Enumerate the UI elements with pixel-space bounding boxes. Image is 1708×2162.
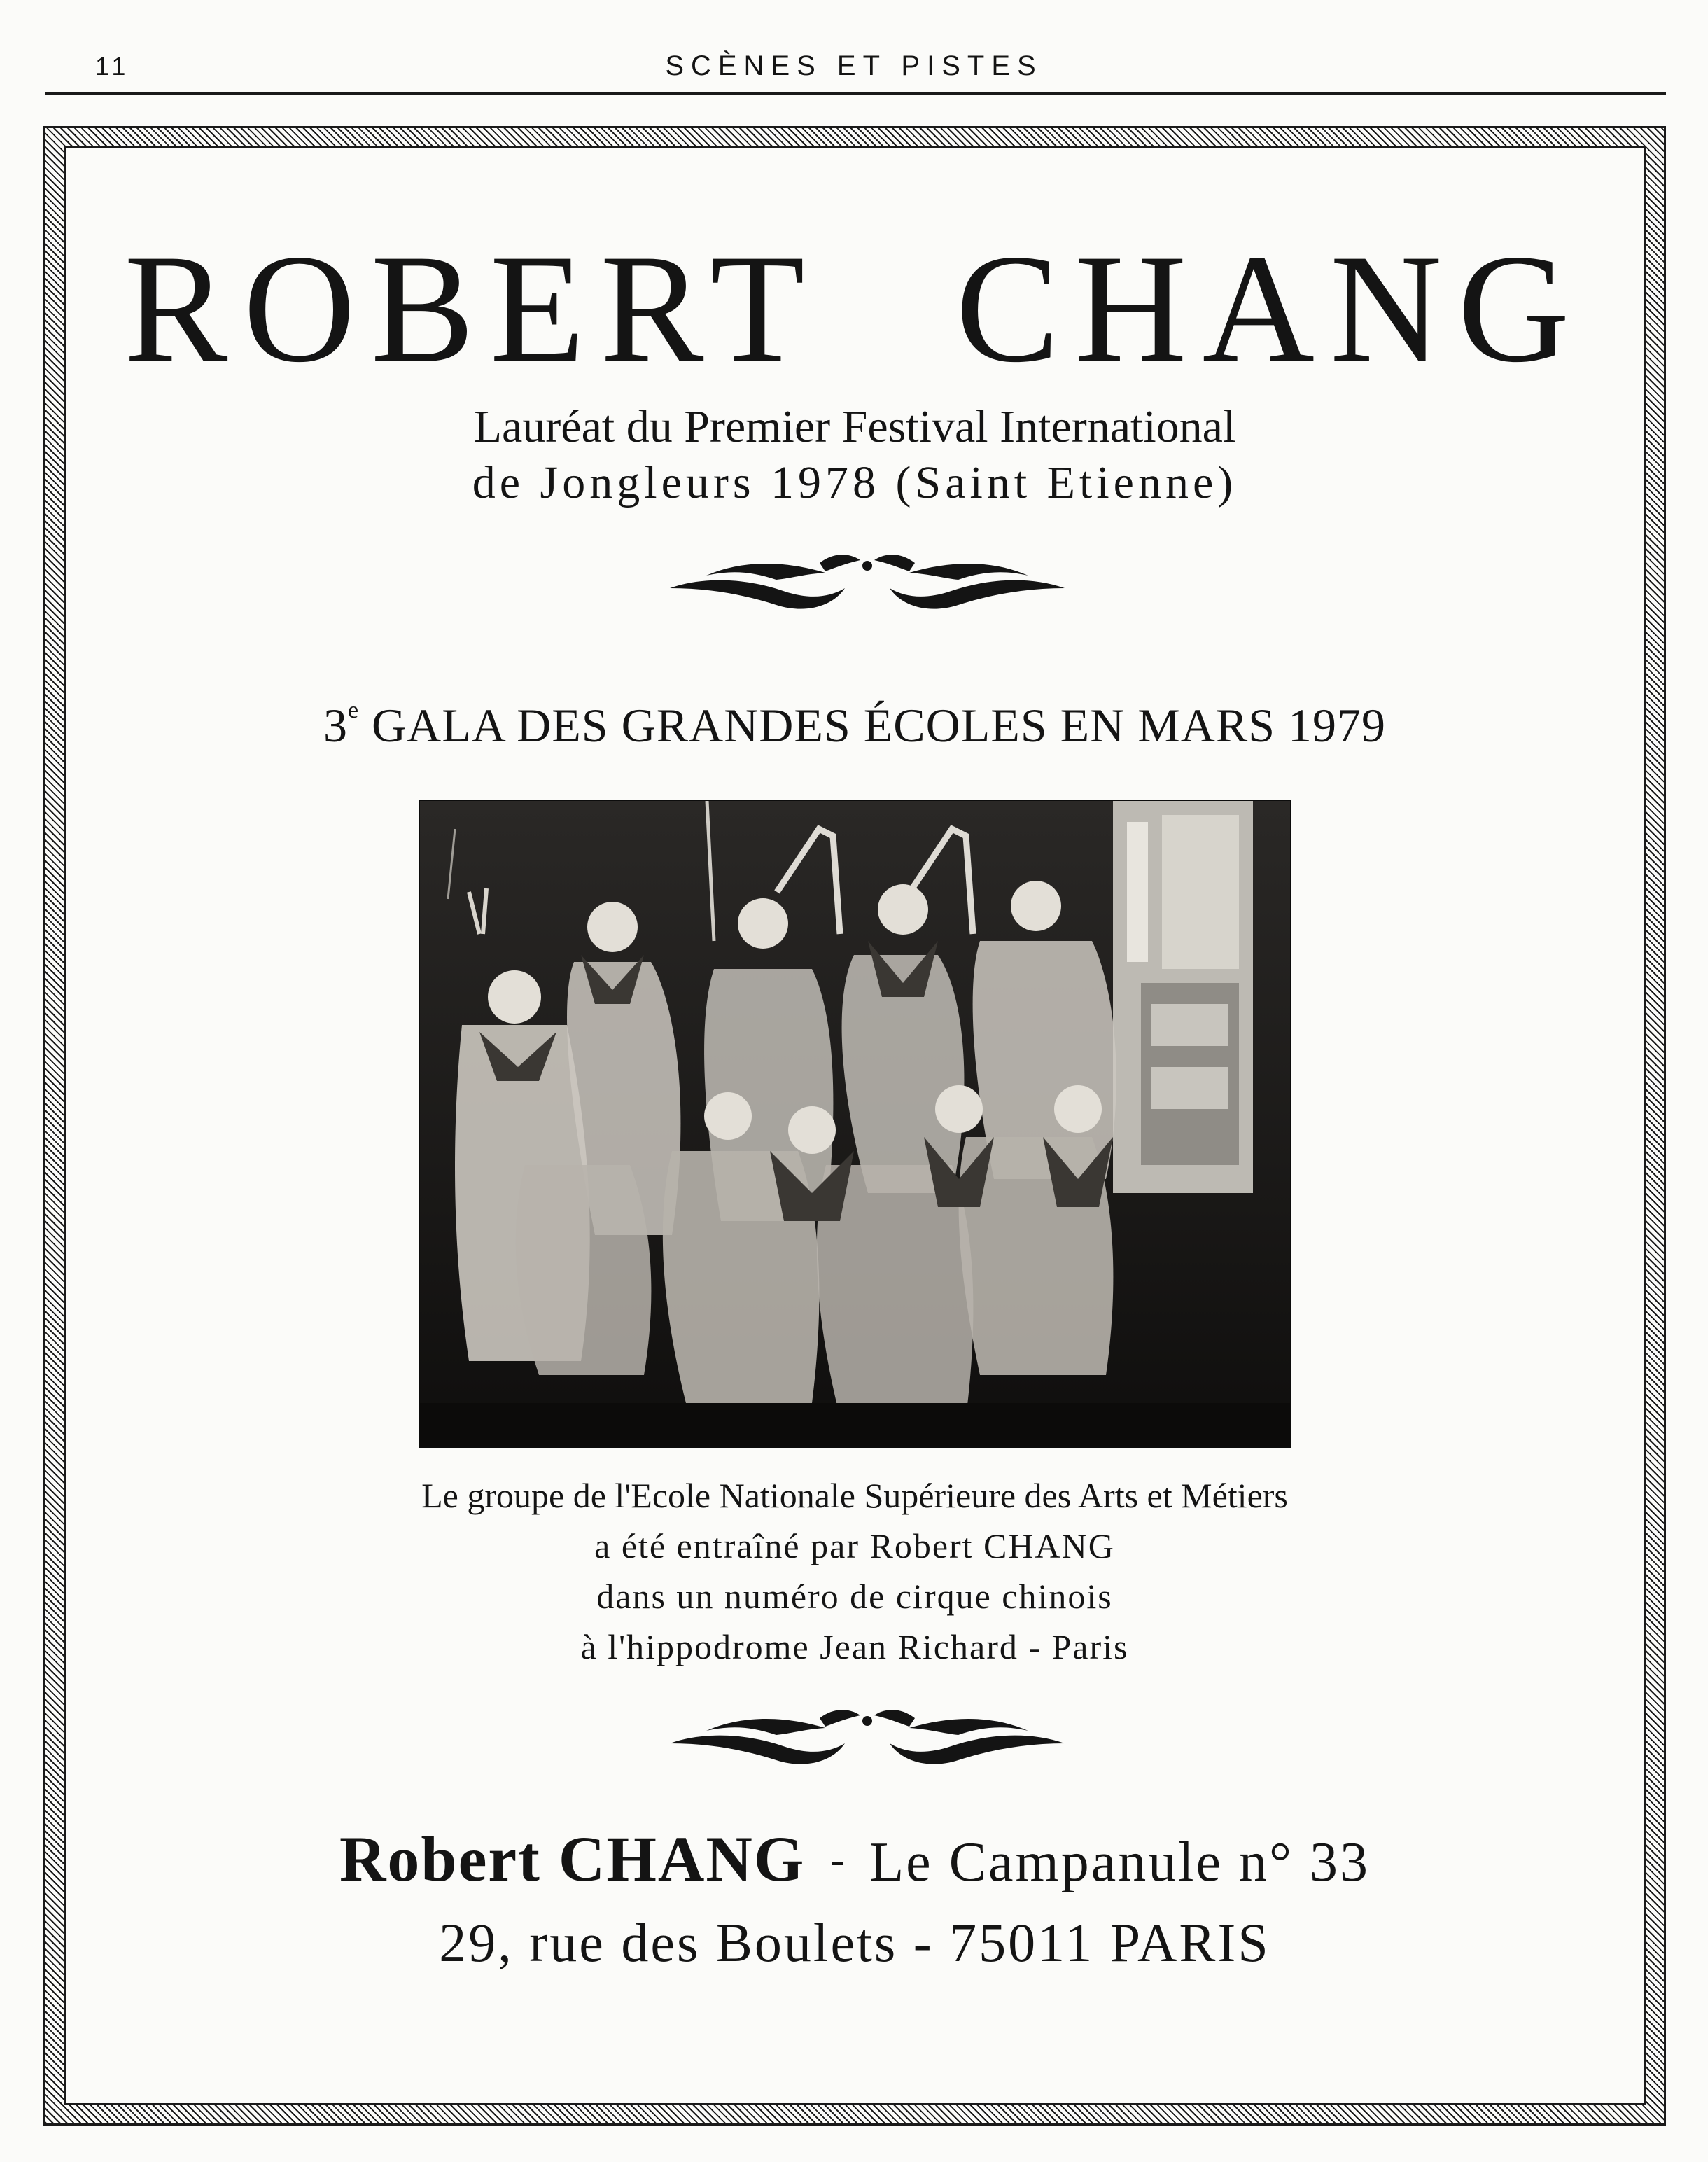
gala-text: GALA DES GRANDES ÉCOLES EN MARS 1979 [372,699,1387,752]
caption-line-1: Le groupe de l'Ecole Nationale Supérieure des Arts et Métiers [421,1476,1288,1515]
contact-venue: Le Campanule n° 33 [869,1832,1371,1893]
contact-name: Robert CHANG [339,1823,806,1895]
ornament-flourish-icon [664,1703,1070,1773]
gala-number: 3 [323,699,348,752]
advertisement-body [64,146,1646,2105]
name-title: ROBERT CHANG [124,223,1586,395]
advertisement-frame [43,126,1666,2126]
caption-line-3: dans un numéro de cirque chinois [596,1577,1113,1616]
group-photo [419,800,1292,1448]
group-photo-image [420,801,1290,1446]
contact-separator: - [830,1836,845,1883]
caption-line-4: à l'hippodrome Jean Richard - Paris [580,1627,1129,1666]
gala-superscript: e [347,697,360,724]
contact-address: 29, rue des Boulets - 75011 PARIS [439,1912,1270,1973]
header-rule [45,92,1666,95]
page-number: 11 [95,52,130,81]
running-title: SCÈNES ET PISTES [665,50,1043,81]
ornament-flourish-icon [664,548,1070,618]
laureate-line-2: de Jongleurs 1978 (Saint Etienne) [472,457,1238,508]
laureate-line-1: Lauréat du Premier Festival International [473,401,1236,452]
gala-heading [66,698,1644,753]
contact-line [66,1822,1644,1896]
caption-line-2: a été entraîné par Robert CHANG [594,1526,1115,1565]
